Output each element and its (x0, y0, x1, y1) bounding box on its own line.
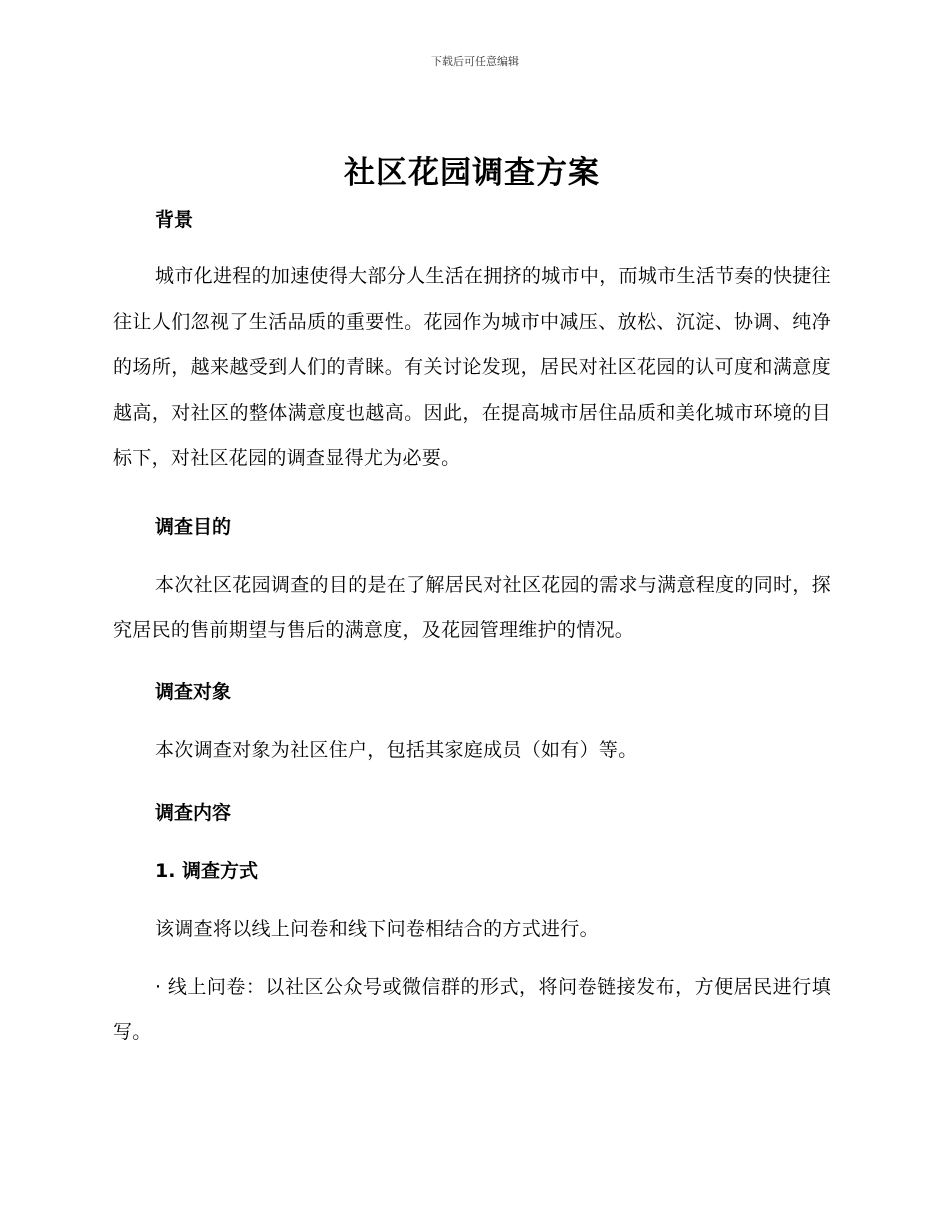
section-heading-background: 背景 (155, 209, 194, 231)
section-heading-purpose: 调查目的 (155, 515, 232, 538)
section-heading-content: 调查内容 (155, 802, 232, 824)
subsection-heading-method: 1. 调查方式 (155, 860, 259, 882)
document-title: 社区花园调查方案 (344, 155, 600, 191)
bullet-online-survey: · 线上问卷：以社区公众号或微信群的形式，将问卷链接发布，方便居民进行填写。 (113, 975, 831, 1043)
document-body (113, 148, 831, 1056)
page-header-note: 下载后可任意编辑 (431, 55, 519, 68)
section-heading-object: 调查对象 (155, 680, 232, 703)
paragraph-method: 该调查将以线上问卷和线下问卷相结合的方式进行。 (155, 918, 599, 940)
paragraph-purpose: 本次社区花园调查的目的是在了解居民对社区花园的需求与满意程度的同时，探究居民的售前期望与售后的满意度，及花园管理维护的情况。 (113, 573, 831, 641)
paragraph-object: 本次调查对象为社区住户，包括其家庭成员（如有）等。 (155, 738, 638, 761)
paragraph-background: 城市化进程的加速使得大部分人生活在拥挤的城市中，而城市生活节奏的快捷往往让人们忽视了生活品质的重要性。花园作为城市中减压、放松、沉淀、协调、纯净的场所，越来越受到人们的青睐。有关讨论发现，居民对社区花园的认可度和满意度越高，对社区的整体满意度也越高。因此，在提高城市居住品质和美化城市环境的目标下，对社区花园的调查显得尤为必要。 (113, 265, 831, 469)
